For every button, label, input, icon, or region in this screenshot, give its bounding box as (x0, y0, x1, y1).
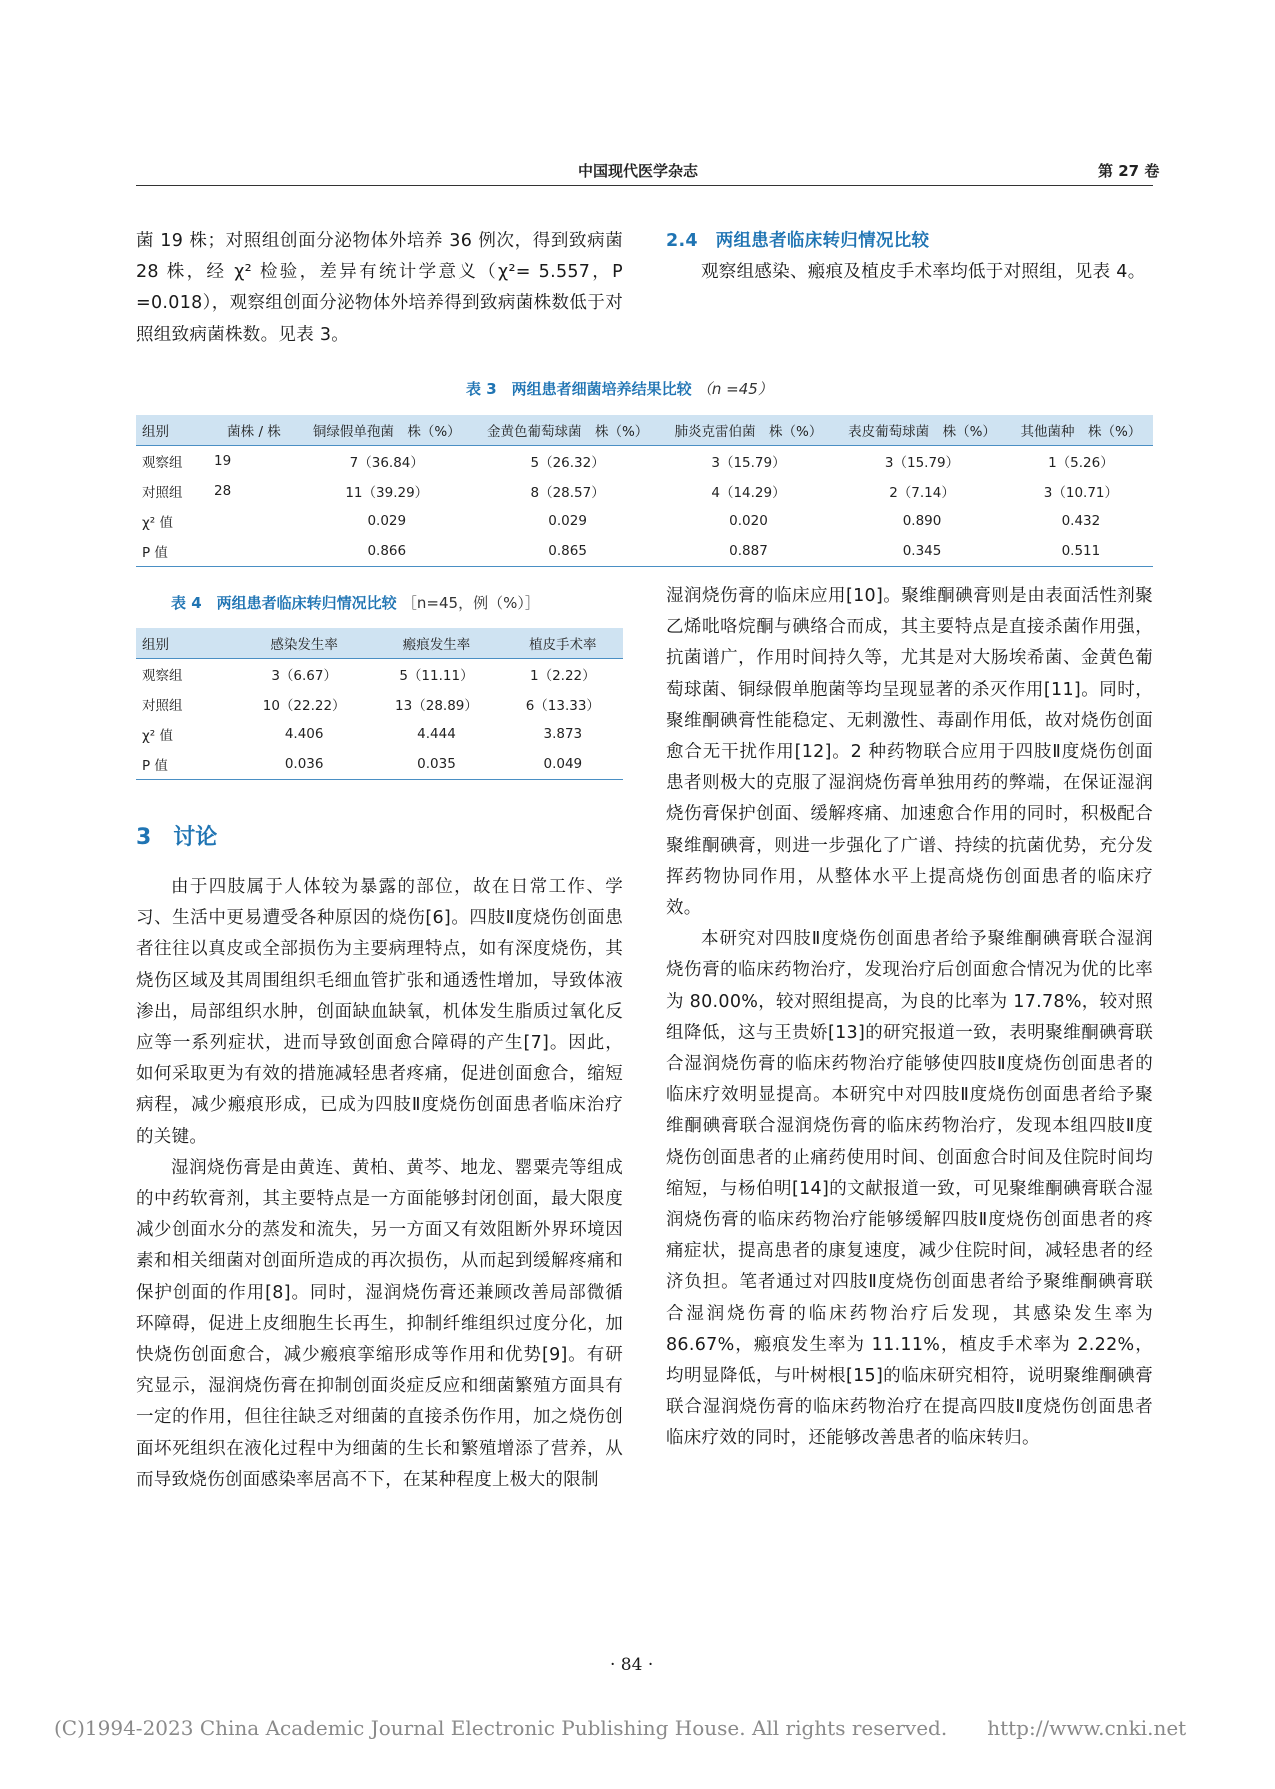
table-cell: 0.020 (729, 513, 768, 529)
table-row (136, 536, 1153, 567)
right-body (666, 581, 1153, 1455)
table3-header-cell: 表皮葡萄球菌 株（%） (835, 415, 1009, 446)
table-row (136, 749, 623, 780)
table-cell: 1（5.26） (1009, 446, 1153, 477)
table-cell: 0.036 (238, 749, 370, 780)
table3-header-cell: 组别 (136, 415, 208, 446)
table-row (136, 476, 1153, 506)
table-cell: 28 (214, 483, 232, 499)
table-cell: 2（7.14） (889, 485, 955, 501)
table3-header-cell: 肺炎克雷伯菌 株（%） (662, 415, 836, 446)
table-cell: 3.873 (543, 726, 583, 742)
table4-header-row (136, 628, 623, 659)
table-row (136, 719, 623, 749)
table-cell: P 值 (136, 749, 238, 780)
table-cell: 对照组 (142, 698, 183, 714)
table4-caption (171, 592, 540, 613)
paragraph: 由于四肢属于人体较为暴露的部位，故在日常工作、学习、生活中更易遭受各种原因的烧伤[6]。四肢Ⅱ度烧伤创面患者往往以真皮或全部损伤为主要病理特点，如有深度烧伤，其烧伤区域及其周围组织毛细血管扩张和通透性增加，导致体液渗出，局部组织水肿，创面缺血缺氧，机体发生脂质过氧化反应等一系列症状，进而导致创面愈合障碍的产生[7]。因此，如何采取更为有效的措施减轻患者疼痛，促进创面愈合，缩短病程，减少瘢痕形成，已成为四肢Ⅱ度烧伤创面患者临床治疗的关键。 (136, 877, 623, 1147)
table-row (136, 506, 1153, 536)
table-cell: χ² 值 (142, 515, 174, 531)
table-cell: 6（13.33） (525, 698, 600, 714)
table-cell: 对照组 (142, 485, 183, 501)
table-row (136, 659, 623, 690)
table4-caption-title: 表 4 两组患者临床转归情况比较 (171, 594, 397, 612)
left-top-paragraph (136, 226, 623, 351)
table-cell: 3（10.71） (1043, 485, 1119, 501)
journal-title: 中国现代医学杂志 (578, 162, 699, 180)
paragraph: 湿润烧伤膏的临床应用[10]。聚维酮碘膏则是由表面活性剂聚乙烯吡咯烷酮与碘络合而成，其主要特点是直接杀菌作用强，抗菌谱广，作用时间持久等，尤其是对大肠埃希菌、金黄色葡萄球菌、铜绿假单胞菌等均呈现显著的杀灭作用[11]。同时，聚维酮碘膏性能稳定、无刺激性、毒副作用低，故对烧伤创面愈合无干扰作用[12]。2 种药物联合应用于四肢Ⅱ度烧伤创面患者则极大的克服了湿润烧伤膏单独用药的弊端，在保证湿润烧伤膏保护创面、缓解疼痛、加速愈合作用的同时，积极配合聚维酮碘膏，则进一步强化了广谱、持续的抗菌优势，充分发挥药物协同作用，从整体水平上提高烧伤创面患者的临床疗效。 (666, 586, 1153, 919)
paragraph: 菌 19 株；对照组创面分泌物体外培养 36 例次，得到致病菌 28 株，经 χ² 检验，差异有统计学意义（χ²= 5.557，P =0.018），观察组创面分泌物体外培养得到致病菌株数低于对照组致病菌株数。见表 3。 (136, 231, 623, 345)
table-cell: 0.432 (1061, 513, 1101, 529)
table-cell: 5（26.32） (474, 446, 662, 477)
table-cell: 10（22.22） (262, 698, 346, 714)
table-cell: 3（15.79） (835, 446, 1009, 477)
table-cell: 0.887 (662, 536, 836, 567)
table-row (136, 689, 623, 719)
table-cell: 0.511 (1009, 536, 1153, 567)
table3-header-cell: 菌株 / 株 (208, 415, 300, 446)
table-row (136, 446, 1153, 477)
page-number: · 84 · (610, 1655, 654, 1675)
table-cell: 0.865 (474, 536, 662, 567)
section-2-4-title: 2.4 两组患者临床转归情况比较 (666, 231, 930, 251)
left-body (136, 872, 623, 1496)
table-cell: 0.049 (503, 749, 623, 780)
table3-caption (466, 378, 773, 399)
table3-caption-n: （n =45） (696, 380, 773, 398)
table4-header-cell: 感染发生率 (238, 628, 370, 659)
table-cell: 4.406 (284, 726, 324, 742)
table-cell: 观察组 (136, 659, 238, 690)
section-2-4 (666, 226, 1153, 288)
table-cell: 0.029 (548, 513, 587, 529)
table-cell: 3（6.67） (238, 659, 370, 690)
table-cell: 0.866 (300, 536, 474, 567)
table-cell: 3（15.79） (662, 446, 836, 477)
table-cell: χ² 值 (142, 728, 174, 744)
section-2-4-text: 观察组感染、瘢痕及植皮手术率均低于对照组，见表 4。 (701, 262, 1146, 283)
table-cell: 4（14.29） (711, 485, 786, 501)
table4-header-cell: 植皮手术率 (503, 628, 623, 659)
table-cell: 4.444 (417, 726, 456, 742)
table-cell: 观察组 (136, 446, 208, 477)
table-cell: 8（28.57） (530, 485, 605, 501)
table-cell: 13（28.89） (395, 698, 478, 714)
paragraph: 本研究对四肢Ⅱ度烧伤创面患者给予聚维酮碘膏联合湿润烧伤膏的临床药物治疗，发现治疗后创面愈合情况为优的比率为 80.00%，较对照组提高，为良的比率为 17.78%，较对照组降低，这与王贵娇[13]的研究报道一致，表明聚维酮碘膏联合湿润烧伤膏的临床药物治疗能够使四肢Ⅱ度烧伤创面患者的临床疗效明显提高。本研究中对四肢Ⅱ度烧伤创面患者给予聚维酮碘膏联合湿润烧伤膏的临床药物治疗，发现本组四肢Ⅱ度烧伤创面患者的止痛药使用时间、创面愈合时间及住院时间均缩短，与杨伯明[14]的文献报道一致，可见聚维酮碘膏联合湿润烧伤膏的临床药物治疗能够缓解四肢Ⅱ度烧伤创面患者的疼痛症状，提高患者的康复速度，减少住院时间，减轻患者的经济负担。笔者通过对四肢Ⅱ度烧伤创面患者给予聚维酮碘膏联合湿润烧伤膏的临床药物治疗后发现，其感染发生率为 86.67%，瘢痕发生率为 11.11%，植皮手术率为 2.22%，均明显降低，与叶树根[15]的临床研究相符，说明聚维酮碘膏联合湿润烧伤膏的临床药物治疗在提高四肢Ⅱ度烧伤创面患者临床疗效的同时，还能够改善患者的临床转归。 (666, 929, 1153, 1449)
volume-label: 第 27 卷 (1098, 162, 1160, 180)
table-cell (208, 506, 300, 536)
table3-header-cell: 金黄色葡萄球菌 株（%） (474, 415, 662, 446)
table-3 (136, 415, 1153, 567)
table-cell: 0.029 (367, 513, 407, 529)
table3-caption-title: 表 3 两组患者细菌培养结果比较 (466, 380, 692, 398)
table-cell: 11（39.29） (345, 485, 429, 501)
table-cell: 19 (208, 446, 300, 477)
table-cell: 1（2.22） (503, 659, 623, 690)
table3-header-cell: 其他菌种 株（%） (1009, 415, 1153, 446)
table-cell: 0.345 (835, 536, 1009, 567)
table-cell: 7（36.84） (300, 446, 474, 477)
table-cell: 5（11.11） (370, 659, 502, 690)
copyright-footer: (C)1994-2023 China Academic Journal Electronic Publishing House. All rights reserved. http://www.cnki.net (54, 1716, 1187, 1740)
table4-header-cell: 瘢痕发生率 (370, 628, 502, 659)
table-cell (208, 536, 300, 567)
table-cell: 0.035 (370, 749, 502, 780)
section-3-title: 3 讨论 (136, 825, 218, 850)
table4-header-cell: 组别 (136, 628, 238, 659)
table3-header-cell: 铜绿假单孢菌 株（%） (300, 415, 474, 446)
paragraph: 湿润烧伤膏是由黄连、黄柏、黄芩、地龙、罂粟壳等组成的中药软膏剂，其主要特点是一方面能够封闭创面，最大限度减少创面水分的蒸发和流失，另一方面又有效阻断外界环境因素和相关细菌对创面所造成的再次损伤，从而起到缓解疼痛和保护创面的作用[8]。同时，湿润烧伤膏还兼顾改善局部微循环障碍，促进上皮细胞生长再生，抑制纤维组织过度分化，加快烧伤创面愈合，减少瘢痕挛缩形成等作用和优势[9]。有研究显示，湿润烧伤膏在抑制创面炎症反应和细菌繁殖方面具有一定的作用，但往往缺乏对细菌的直接杀伤作用，加之烧伤创面坏死组织在液化过程中为细菌的生长和繁殖增添了营养，从而导致烧伤创面感染率居高不下，在某种程度上极大的限制 (136, 1157, 623, 1490)
table4-caption-n: ［n=45，例（%）］ (401, 594, 540, 612)
table-cell: P 值 (136, 536, 208, 567)
table3-header-row (136, 415, 1153, 446)
table-cell: 0.890 (902, 513, 942, 529)
table-4 (136, 628, 623, 780)
header-rule (136, 185, 1153, 186)
